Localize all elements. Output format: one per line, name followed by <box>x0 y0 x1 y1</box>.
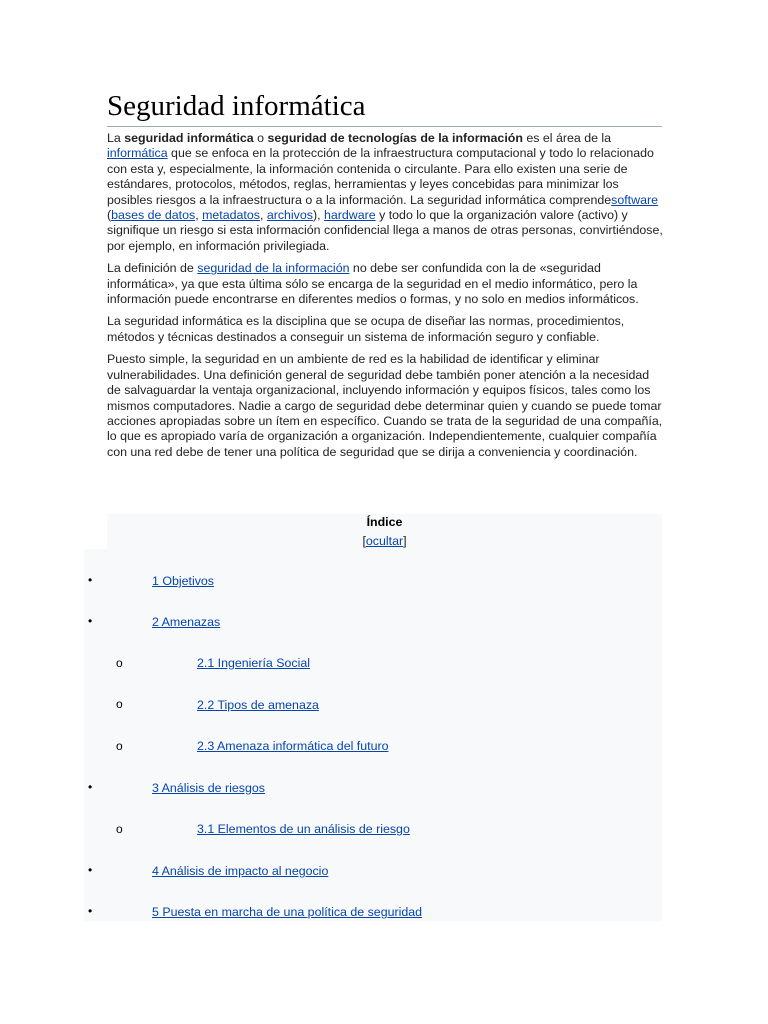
circle-bullet-icon: o <box>116 697 123 711</box>
circle-bullet-icon: o <box>116 822 123 836</box>
toc-title: Índice <box>366 515 403 529</box>
text: o <box>253 131 268 145</box>
link-hardware[interactable]: hardware <box>323 208 376 223</box>
toc-item[interactable]: 2.2 Tipos de amenaza <box>197 698 319 712</box>
article-body <box>107 131 663 467</box>
toc-item[interactable]: 5 Puesta en marcha de una política de seguridad <box>152 905 423 919</box>
link-bases-de-datos[interactable]: bases de datos <box>111 208 196 223</box>
link-informatica[interactable]: informática <box>107 146 168 161</box>
text: ( <box>107 208 112 223</box>
toc-item[interactable]: 3.1 Elementos de un análisis de riesgo <box>197 822 410 836</box>
toc-item[interactable]: 2.1 Ingeniería Social <box>197 656 310 670</box>
circle-bullet-icon: o <box>116 656 123 670</box>
text: es el área de la <box>522 131 612 145</box>
link-seguridad-de-la-informacion[interactable]: seguridad de la información <box>197 261 350 276</box>
bracket: [ <box>362 534 366 548</box>
text: ), <box>312 208 324 223</box>
circle-bullet-icon: o <box>116 739 123 753</box>
paragraph-intro <box>107 131 663 254</box>
paragraph-definition <box>107 261 663 307</box>
text: no debe ser confundida con la de «seguridad informática», ya que esta última sólo se encarga de la seguridad en el medio informático, pero la información puede encontrarse en diferentes medios o formas, y no solo en medios informáticos. <box>107 261 639 307</box>
bullet-icon: • <box>88 573 93 587</box>
link-software[interactable]: software <box>611 192 658 207</box>
paragraph-network: Puesto simple, la seguridad en un ambiente de red es la habilidad de identificar y eliminar vulnerabilidades. Una definición general de seguridad debe también poner atención a la necesidad de salvaguardar la ventaja organizacional, incluyendo información y equipos físicos, tales como los mismos computadores. Nadie a cargo de seguridad debe determinar quien y cuando se puede tomar acciones apropiadas sobre un ítem en específico. Cuando se trata de la seguridad de una compañía, lo que es apropiado varía de organización a organización. Independientemente, cualquier compañía con una red debe de tener una política de seguridad que se dirija a conveniencia y coordinación. <box>107 352 663 459</box>
toc-item[interactable]: 1 Objetivos <box>152 574 214 588</box>
text: La <box>107 131 125 145</box>
bullet-icon: • <box>88 780 93 794</box>
bullet-icon: • <box>88 904 93 918</box>
text: , <box>195 208 203 223</box>
text: , <box>259 208 267 223</box>
toc-item[interactable]: 2.3 Amenaza informática del futuro <box>197 739 389 753</box>
bold-term: seguridad de tecnologías de la información <box>267 131 523 145</box>
toc-toggle <box>107 534 662 548</box>
toc-item[interactable]: 3 Análisis de riesgos <box>152 781 265 795</box>
text: La definición de <box>107 261 198 276</box>
toc-item[interactable]: 4 Análisis de impacto al negocio <box>152 864 329 878</box>
link-metadatos[interactable]: metadatos <box>202 208 260 223</box>
bold-term: seguridad informática <box>124 131 254 145</box>
toc-hide-link[interactable]: ocultar <box>365 534 404 548</box>
page-title: Seguridad informática <box>107 88 662 127</box>
bracket: ] <box>403 534 407 548</box>
toc-item[interactable]: 2 Amenazas <box>152 615 221 629</box>
link-archivos[interactable]: archivos <box>266 208 313 223</box>
bullet-icon: • <box>88 614 93 628</box>
text: y todo lo que la organización valore (activo) y signifique un riesgo si esta información confidencial llega a manos de otras personas, convirtiéndose, por ejemplo, en información privilegiada. <box>107 208 663 253</box>
bullet-icon: • <box>88 863 93 877</box>
paragraph-discipline: La seguridad informática es la disciplina que se ocupa de diseñar las normas, procedimientos, métodos y técnicas destinados a conseguir un sistema de información seguro y confiable. <box>107 314 625 344</box>
text: que se enfoca en la protección de la infraestructura computacional y todo lo relacionado con esta y, especialmente, la información contenida o circulante. Para ello existen una serie de estándares, protocolos, métodos, reglas, herramientas y leyes concebidas para minimizar los posibles riesgos a la infraestructura o a la información. La seguridad informática comprende <box>107 146 654 207</box>
